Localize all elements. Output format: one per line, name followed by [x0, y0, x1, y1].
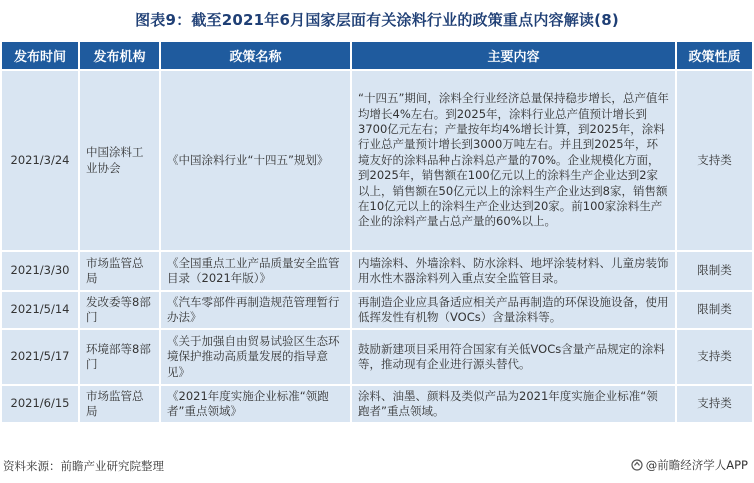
policy-table: [2, 42, 752, 422]
cell-policy-name: 《中国涂料行业“十四五”规划》: [161, 69, 352, 250]
table-header: [2, 42, 752, 69]
cell-nature: 支持类: [677, 69, 752, 250]
cell-policy-name: 《2021年度实施企业标准“领跑者”重点领域》: [161, 384, 352, 422]
source-note: 资料来源：前瞻产业研究院整理: [3, 459, 164, 473]
cell-date: 2021/3/24: [2, 69, 80, 250]
cell-date: 2021/5/14: [2, 290, 80, 328]
cell-agency: 环境部等8部门: [80, 328, 161, 384]
header-date: 发布时间: [2, 42, 80, 69]
cell-content: 涂料、油墨、颜料及类似产品为2021年度实施企业标准“领跑者”重点领域。: [352, 384, 677, 422]
cell-agency: 市场监管总局: [80, 250, 161, 290]
table-row: [2, 250, 752, 290]
cell-date: 2021/6/15: [2, 384, 80, 422]
cell-agency: 发改委等8部门: [80, 290, 161, 328]
cell-agency: 中国涂料工业协会: [80, 69, 161, 250]
cell-policy-name: 《全国重点工业产品质量安全监管目录（2021年版）》: [161, 250, 352, 290]
brand-label: @前瞻经济学人APP: [645, 458, 748, 472]
cell-content: 再制造企业应具备适应相关产品再制造的环保设施设备，使用低挥发性有机物（VOCs）含量涂料等。: [352, 290, 677, 328]
table-row: [2, 384, 752, 422]
cell-agency: 市场监管总局: [80, 384, 161, 422]
chart-title: 图表9：截至2021年6月国家层面有关涂料行业的政策重点内容解读(8): [135, 11, 619, 29]
header-name: 政策名称: [161, 42, 352, 69]
cell-date: 2021/5/17: [2, 328, 80, 384]
cell-policy-name: 《关于加强自由贸易试验区生态环境保护推动高质量发展的指导意见》: [161, 328, 352, 384]
cell-date: 2021/3/30: [2, 250, 80, 290]
cell-content: “十四五”期间，涂料全行业经济总量保持稳步增长，总产值年均增长4%左右。到2025年，涂料行业总产值预计增长到3700亿元左右；产量按年均4%增长计算，到2025年，涂料行业总产量预计增长到3000万吨左右。并且到2025年，环境友好的涂料品种占涂料总产量的70%。企业规模化方面，到2025年，销售额在100亿元以上的涂料生产企业达到2家以上，销售额在50亿元以上的涂料生产企业达到8家，销售额在10亿元以上的涂料生产企业达到20家。前100家涂料生产企业的涂料产量占总产量的60%以上。: [352, 69, 677, 250]
header-agency: 发布机构: [80, 42, 161, 69]
cell-nature: 限制类: [677, 250, 752, 290]
cell-nature: 支持类: [677, 328, 752, 384]
header-content: 主要内容: [352, 42, 677, 69]
cell-nature: 限制类: [677, 290, 752, 328]
cell-nature: 支持类: [677, 384, 752, 422]
table-row: [2, 69, 752, 250]
brand-credit: [631, 457, 748, 473]
cell-content: 鼓励新建项目采用符合国家有关低VOCs含量产品规定的涂料等，推动现有企业进行源头替代。: [352, 328, 677, 384]
qianzhan-logo-icon: [631, 459, 643, 471]
table-row: [2, 328, 752, 384]
cell-content: 内墙涂料、外墙涂料、防水涂料、地坪涂装材料、儿童房装饰用水性木器涂料列入重点安全监管目录。: [352, 250, 677, 290]
table-row: [2, 290, 752, 328]
cell-policy-name: 《汽车零部件再制造规范管理暂行办法》: [161, 290, 352, 328]
header-nature: 政策性质: [677, 42, 752, 69]
